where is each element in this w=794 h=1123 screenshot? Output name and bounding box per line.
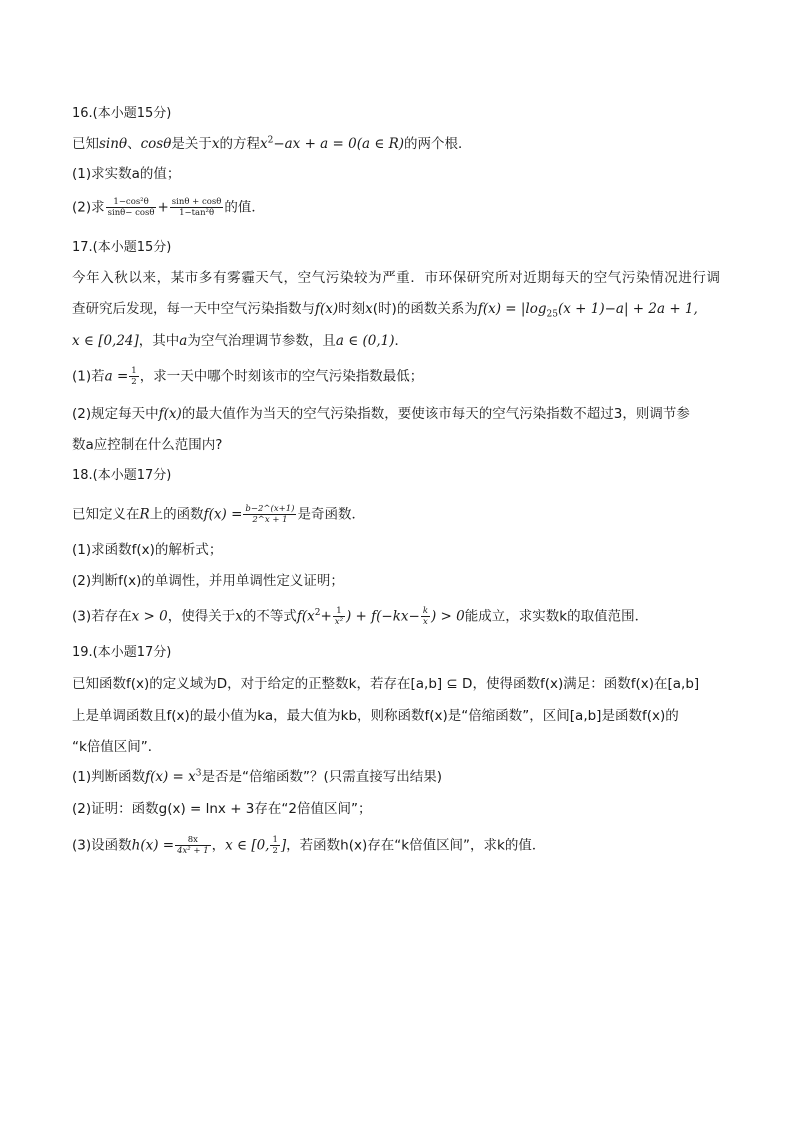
q17-line3 [72, 331, 408, 351]
q18-part1: (1)求函数f(x)的解析式； [72, 542, 223, 558]
q16-p2-frac1-num: 1−cos²θ [106, 197, 157, 208]
q17-l3-c: a ∈ (0,1) [335, 333, 395, 349]
q17-p2-a: (2)规定每天中 [72, 406, 159, 422]
q17-p2-b: 的最大值作为当天的空气污染指数，要使该市每天的空气污染指数不超过3，则调节参 [181, 406, 690, 422]
q18-p3-c: 的不等式 [242, 608, 297, 625]
q18-p3-mid: ) + f(−kx− [346, 608, 420, 625]
q16-part1: (1)求实数a的值； [72, 166, 181, 182]
q16-stem-c: 的方程 [219, 136, 260, 152]
q17-l2-sub: 25 [546, 309, 558, 320]
q17-part1 [72, 366, 423, 387]
q17-p1-pre: (1)若 [72, 368, 105, 385]
q18-p3-frac1-num: 1 [333, 606, 345, 617]
q19-line2: 上是单调函数且f(x)的最小值为ka，最大值为kb，则称函数f(x)是“倍缩函数”，区间[a,b]是函数f(x)的 [72, 708, 679, 724]
q18-stem-f: f(x) = [203, 506, 243, 523]
q16-p2-pre: (2)求 [72, 199, 105, 216]
q17-line2 [72, 299, 698, 319]
q17-l2-rest: (x + 1)−a| + 2a + 1, [557, 301, 698, 317]
q19-p3-dom-a: x ∈ [0, [225, 837, 270, 854]
q17-line1: 今年入秋以来，某市多有雾霾天气，空气污染较为严重．市环保研究所对近期每天的空气污染情况进行调 [72, 270, 721, 286]
q16-cos: cosθ [140, 136, 172, 152]
q18-frac-den: 2^x + 1 [252, 515, 288, 525]
q17-p2-fx: f(x) [158, 406, 182, 422]
q17-l3-d: ． [394, 333, 408, 349]
q18-stem-R: R [139, 506, 150, 523]
q17-l3-av: a [179, 333, 188, 349]
q18-p3-f1-exp: 2 [314, 608, 321, 618]
q19-p3-dom-b: ] [280, 837, 287, 854]
q16-p2-frac2 [170, 197, 224, 218]
q18-part3 [72, 606, 648, 627]
q18-p3-end: ) > 0 [431, 608, 465, 625]
q18-p3-frac1-den: x² [334, 617, 343, 627]
q16-eq-exp: 2 [267, 135, 274, 146]
q18-p3-frac2-num: k [422, 606, 428, 616]
q17-l3-b: 为空气治理调节参数，且 [187, 333, 336, 349]
q16-header: 16.(本小题15分) [72, 106, 172, 121]
q19-p1-a: (1)判断函数 [72, 769, 146, 785]
q17-l2-x: x [365, 301, 373, 317]
q18-stem [72, 504, 365, 525]
q16-p2-frac2-num: sinθ + cosθ [171, 197, 222, 207]
q18-p3-post: 能成立，求实数k的取值范围． [464, 608, 649, 625]
q19-p3-frac-num: 8x [175, 835, 211, 846]
q19-p3-frac-den: 4x² + 1 [177, 846, 209, 856]
q17-p1-frac-num: 1 [131, 366, 137, 376]
q19-p1-f: f(x) = x [145, 769, 196, 785]
q17-l2-b: 时刻 [338, 301, 366, 317]
q19-p3-frac [175, 835, 211, 856]
q18-frac [243, 504, 296, 525]
q19-p3-dom-frac [270, 835, 279, 856]
q17-l2-fx: f(x) [315, 301, 339, 317]
q17-l3-dom: x ∈ [0,24] [72, 333, 139, 349]
q19-part2: (2)证明：函数g(x) = lnx + 3存在“2倍值区间”； [72, 801, 372, 817]
q18-header: 18.(本小题17分) [72, 468, 172, 483]
q17-part2-line1 [72, 404, 690, 424]
q17-p1-frac [129, 366, 138, 387]
q19-p3-a: (3)设函数 [72, 837, 132, 854]
q17-p1-frac-den: 2 [131, 377, 137, 387]
q18-p3-a: (3)若存在 [72, 608, 132, 625]
q18-p3-frac1 [333, 606, 345, 627]
q17-p1-a: a = [104, 368, 129, 385]
q19-line1: 已知函数f(x)的定义域为D，对于给定的正整数k，若存在[a,b] ⊆ D，使得函数f(x)满足：函数f(x)在[a,b] [72, 676, 700, 692]
q16-x: x [211, 136, 220, 152]
q18-stem-c: 是奇函数． [297, 506, 365, 523]
q18-frac-num: b−2^(x+1) [245, 504, 295, 514]
q16-p2-post: 的值． [224, 199, 265, 216]
q17-l2-c: (时)的函数关系为 [372, 301, 478, 317]
q16-sin: sinθ [99, 136, 128, 152]
q19-p3-h: h(x) = [131, 837, 175, 854]
q16-stem-d: 的两个根． [404, 136, 472, 152]
q16-sep: 、 [127, 136, 141, 152]
q16-stem-b: 是关于 [171, 136, 212, 152]
q18-p3-frac2-den: x [423, 617, 428, 627]
q17-l3-a: ，其中 [138, 333, 180, 349]
q19-p1-exp: 3 [195, 768, 202, 779]
q17-header: 17.(本小题15分) [72, 240, 172, 255]
q16-eq-x2: x [259, 136, 268, 152]
q19-p1-b: 是否是“倍缩函数”？(只需直接写出结果) [201, 769, 443, 785]
q17-l2-f: f(x) = |log [477, 301, 547, 317]
q18-part2: (2)判断f(x)的单调性，并用单调性定义证明； [72, 573, 344, 589]
q18-p3-x: x [235, 608, 243, 625]
q19-p3-dom-den: 2 [272, 846, 278, 856]
q19-part3 [72, 835, 545, 856]
q18-stem-b: 上的函数 [149, 506, 204, 523]
q16-p2-frac1-den: sinθ− cosθ [107, 208, 155, 218]
q19-header: 19.(本小题17分) [72, 645, 172, 660]
q18-p3-b: ，使得关于 [167, 608, 236, 625]
q16-eq-rest: −ax + a = 0(a ∈ R) [273, 136, 405, 152]
q19-line3: “k倍值区间”． [72, 739, 162, 755]
q17-part2-line2: 数a应控制在什么范围内? [72, 437, 223, 453]
q18-p3-plus: + [320, 608, 332, 625]
q19-part1 [72, 767, 442, 787]
q19-p3-b: ， [211, 837, 226, 854]
q16-stem [72, 134, 472, 154]
q18-p3-f1: f(x [296, 608, 315, 625]
q18-stem-a: 已知定义在 [72, 506, 140, 523]
q16-p2-frac1 [106, 197, 157, 218]
q16-part2 [72, 197, 265, 218]
q16-p2-frac2-den: 1−tan²θ [179, 208, 215, 218]
q18-p3-frac2 [421, 606, 430, 627]
q16-p2-plus: + [157, 199, 169, 216]
q16-stem-a: 已知 [72, 136, 99, 152]
q17-l2-a: 查研究后发现，每一天中空气污染指数与 [72, 301, 315, 317]
q19-p3-dom-num: 1 [272, 835, 278, 845]
q17-p1-post: ，求一天中哪个时刻该市的空气污染指数最低； [139, 368, 424, 385]
q18-p3-cond: x > 0 [131, 608, 168, 625]
q19-p3-c: ，若函数h(x)存在“k倍值区间”，求k的值． [286, 837, 546, 854]
